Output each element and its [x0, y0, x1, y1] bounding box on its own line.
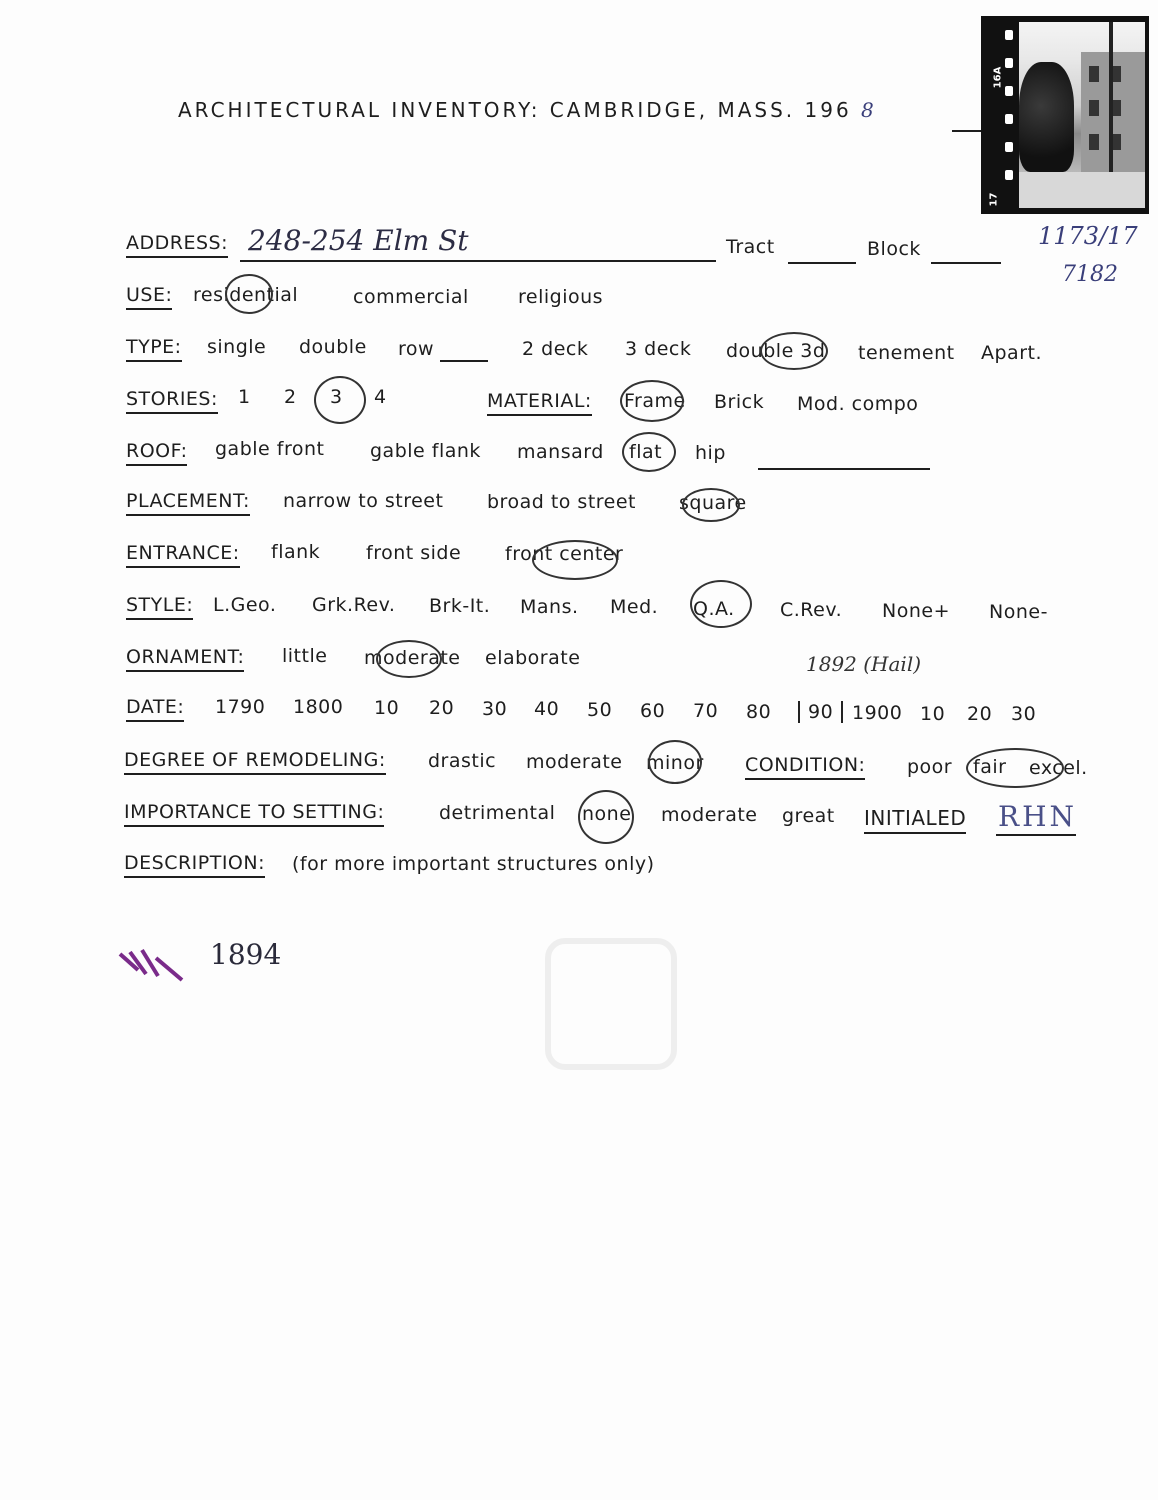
material-option-brick[interactable]: Brick: [714, 391, 765, 413]
material-label: MATERIAL:: [487, 390, 592, 416]
roof-option-mansard[interactable]: mansard: [517, 441, 604, 463]
condition-label: CONDITION:: [745, 754, 865, 780]
date-option-30[interactable]: 30: [482, 698, 508, 720]
style-option-mans[interactable]: Mans.: [520, 596, 579, 618]
photo-image: [1019, 22, 1145, 208]
remodeling-label: DEGREE OF REMODELING:: [124, 749, 386, 775]
handwritten-ref-2: 7182: [1062, 262, 1118, 287]
style-option-c-rev[interactable]: C.Rev.: [780, 599, 843, 621]
type-option-double-3d[interactable]: double 3d: [726, 340, 826, 362]
entrance-option-flank[interactable]: flank: [271, 541, 321, 563]
type-option-double[interactable]: double: [299, 336, 367, 358]
selection-circle: [225, 274, 273, 314]
selection-circle: [648, 740, 702, 784]
remodeling-option-drastic[interactable]: drastic: [428, 750, 497, 772]
photo-road: [1019, 172, 1145, 208]
photo-house: [1081, 52, 1145, 182]
selection-circle: [578, 790, 634, 844]
ornament-option-moderate[interactable]: moderate: [364, 647, 461, 669]
date-option-1790[interactable]: 1790: [215, 696, 266, 718]
form-title: [178, 98, 877, 122]
selection-circle: [690, 580, 752, 628]
stories-option-3[interactable]: 3: [330, 386, 343, 408]
selection-circle: [760, 332, 828, 370]
date-option-90[interactable]: 90: [798, 701, 843, 723]
year-suffix: 8: [861, 98, 877, 122]
film-sprocket: [1005, 114, 1013, 124]
type-option-single[interactable]: single: [207, 336, 267, 358]
importance-option-none[interactable]: none: [582, 803, 632, 825]
ornament-label: ORNAMENT:: [126, 646, 244, 672]
selection-circle: [532, 540, 618, 580]
date-option-50[interactable]: 50: [587, 699, 613, 721]
stories-option-1[interactable]: 1: [238, 386, 251, 408]
condition-option-poor[interactable]: poor: [907, 756, 953, 778]
type-option-row[interactable]: row: [398, 338, 435, 360]
photo-tree: [1019, 62, 1074, 172]
film-sprocket: [1005, 58, 1013, 68]
form-title-text: ARCHITECTURAL INVENTORY: CAMBRIDGE, MASS. 196: [178, 98, 852, 122]
style-label: STYLE:: [126, 594, 193, 620]
placement-option-narrow[interactable]: narrow to street: [283, 490, 444, 512]
roof-option-gable-flank[interactable]: gable flank: [370, 440, 481, 462]
style-option-brk-it[interactable]: Brk-It.: [429, 595, 491, 617]
style-option-l-geo[interactable]: L.Geo.: [213, 594, 277, 616]
block-field[interactable]: [931, 262, 1001, 264]
type-option-3-deck[interactable]: 3 deck: [625, 338, 692, 360]
date-option-10[interactable]: 10: [374, 697, 400, 719]
style-option-none-plus[interactable]: None+: [882, 600, 950, 622]
importance-option-great[interactable]: great: [782, 805, 835, 827]
photo-utility-pole: [1109, 22, 1113, 182]
selection-circle: [622, 432, 676, 472]
type-option-2-deck[interactable]: 2 deck: [522, 338, 589, 360]
initialed-line: [996, 834, 1076, 836]
tract-label: Tract: [726, 236, 775, 258]
style-option-med[interactable]: Med.: [610, 596, 659, 618]
stories-option-2[interactable]: 2: [284, 386, 297, 408]
remodeling-option-moderate[interactable]: moderate: [526, 751, 623, 773]
roof-label: ROOF:: [126, 440, 187, 466]
faint-stamp-bleedthrough: [545, 938, 677, 1070]
roof-option-gable-front[interactable]: gable front: [215, 438, 325, 460]
importance-label: IMPORTANCE TO SETTING:: [124, 801, 384, 827]
type-option-tenement[interactable]: tenement: [858, 342, 955, 364]
entrance-option-front-side[interactable]: front side: [366, 542, 462, 564]
handwritten-date-note: 1892 (Hail): [806, 652, 922, 676]
date-option-60[interactable]: 60: [640, 700, 666, 722]
placement-label: PLACEMENT:: [126, 490, 250, 516]
placement-option-broad[interactable]: broad to street: [487, 491, 637, 513]
style-option-none-minus[interactable]: None-: [989, 601, 1048, 623]
film-sprocket: [1005, 142, 1013, 152]
date-option-1930[interactable]: 30: [1011, 703, 1037, 725]
date-option-1900[interactable]: 1900: [852, 702, 903, 724]
tract-field[interactable]: [788, 262, 856, 264]
placement-option-square[interactable]: square: [679, 492, 747, 514]
block-label: Block: [867, 238, 921, 260]
ornament-option-elaborate[interactable]: elaborate: [485, 647, 581, 669]
date-option-1910[interactable]: 10: [920, 703, 946, 725]
address-value[interactable]: 248-254 Elm St: [248, 224, 469, 257]
entrance-label: ENTRANCE:: [126, 542, 240, 568]
film-sprocket: [1005, 86, 1013, 96]
building-photo: [981, 16, 1149, 214]
date-option-1920[interactable]: 20: [967, 703, 993, 725]
material-option-mod-compo[interactable]: Mod. compo: [797, 393, 919, 415]
stories-option-4[interactable]: 4: [374, 386, 387, 408]
remodeling-option-minor[interactable]: minor: [646, 752, 704, 774]
ornament-option-little[interactable]: little: [282, 645, 328, 667]
selection-circle: [682, 488, 740, 522]
material-option-frame[interactable]: Frame: [624, 390, 686, 412]
film-sprocket: [1005, 30, 1013, 40]
date-option-1800[interactable]: 1800: [293, 696, 344, 718]
stories-label: STORIES:: [126, 388, 218, 414]
style-option-qa[interactable]: Q.A.: [693, 598, 735, 620]
type-label: TYPE:: [126, 336, 182, 362]
entrance-option-front-center[interactable]: front center: [505, 543, 624, 565]
use-option-commercial[interactable]: commercial: [353, 286, 469, 308]
date-option-20[interactable]: 20: [429, 697, 455, 719]
initialed-value[interactable]: RHN: [998, 800, 1077, 833]
address-line: [240, 260, 716, 262]
row-blank: [440, 360, 488, 362]
use-label: USE:: [126, 284, 172, 310]
purple-tally-marks: [116, 944, 186, 984]
type-option-apart[interactable]: Apart.: [981, 342, 1043, 364]
film-frame-label: 16A: [992, 66, 1004, 89]
importance-option-moderate[interactable]: moderate: [661, 804, 758, 826]
address-label: ADDRESS:: [126, 232, 228, 258]
date-option-80[interactable]: 80: [746, 701, 772, 723]
roof-option-hip[interactable]: hip: [695, 442, 726, 464]
roof-other-field[interactable]: [758, 468, 930, 470]
selection-circle: [620, 380, 684, 422]
use-option-religious[interactable]: religious: [518, 286, 604, 308]
handwritten-ref-1: 1173/17: [1038, 222, 1138, 250]
date-label: DATE:: [126, 696, 184, 722]
initialed-label: INITIALED: [864, 806, 966, 834]
selection-circle: [966, 748, 1064, 788]
handwritten-year: 1894: [210, 938, 282, 971]
condition-option-excel[interactable]: excel.: [1029, 757, 1088, 779]
style-option-grk-rev[interactable]: Grk.Rev.: [312, 594, 396, 616]
description-label: DESCRIPTION:: [124, 852, 265, 878]
film-frame-label: 17: [988, 192, 1000, 207]
film-sprocket: [1005, 170, 1013, 180]
roof-option-flat[interactable]: flat: [629, 441, 663, 463]
importance-option-detrimental[interactable]: detrimental: [439, 802, 556, 824]
date-option-70[interactable]: 70: [693, 700, 719, 722]
selection-circle: [376, 640, 442, 678]
date-option-40[interactable]: 40: [534, 698, 560, 720]
description-note: (for more important structures only): [292, 853, 655, 875]
use-option-residential[interactable]: residential: [193, 284, 299, 306]
condition-option-fair[interactable]: fair: [973, 756, 1007, 778]
selection-circle: [314, 376, 366, 424]
